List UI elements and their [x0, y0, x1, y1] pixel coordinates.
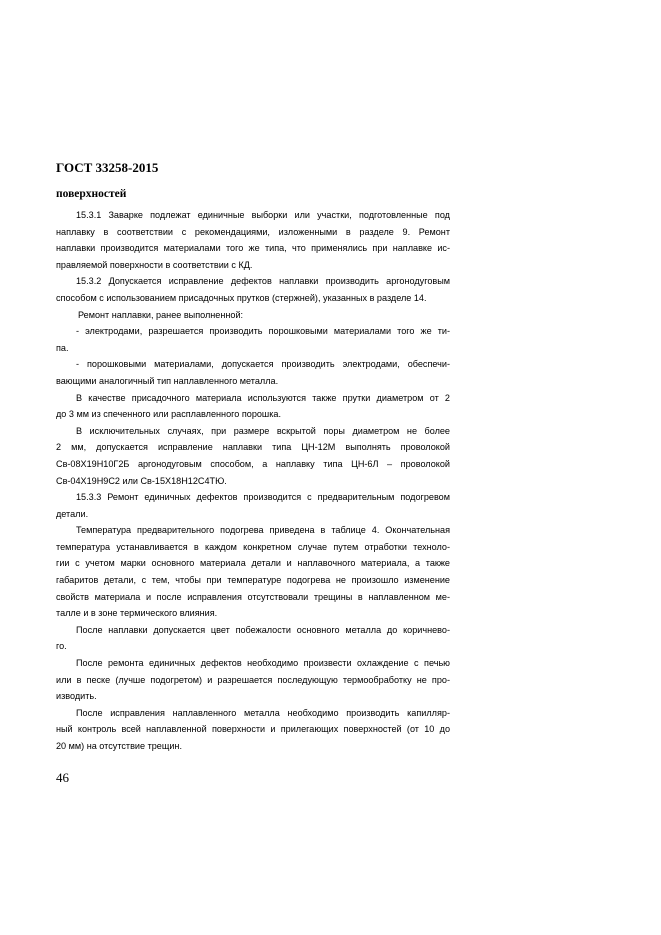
- text-line: Температура предварительного подогрева приведена в таблице 4. Окончательная: [76, 525, 450, 536]
- text-line: изводить.: [56, 691, 97, 702]
- text-line: габаритов детали, с тем, чтобы при температуре подогрева не произошло изменение: [56, 575, 450, 586]
- text-line: В исключительных случаях, при размере вскрытой поры диаметром не более: [76, 425, 450, 436]
- document-header: ГОСТ 33258-2015: [56, 160, 159, 175]
- text-line: 2 мм, допускается исправление наплавки типа ЦН-12М выполнять проволокой: [56, 442, 450, 453]
- text-line: свойств материала и после исправления отсутствовали трещины в наплавленном ме-: [56, 591, 450, 602]
- text-line: или в песке (лучше подогретом) и разрешается последующую термообработку не про-: [56, 674, 450, 685]
- page-number: 46: [56, 770, 69, 785]
- text-line: го.: [56, 641, 67, 652]
- text-line: После исправления наплавленного металла необходимо производить капилляр-: [76, 707, 450, 718]
- text-line: 15.3.2 Допускается исправление дефектов наплавки производить аргонодуговым: [76, 276, 450, 287]
- text-line: талле и в зоне термического влияния.: [56, 608, 218, 619]
- text-line: температура устанавливается в каждом конкретном случае путем отработки техноло-: [56, 541, 450, 552]
- text-line: па.: [56, 342, 69, 353]
- text-line: 15.3.3 Ремонт единичных дефектов производится с предварительным подогревом: [76, 492, 450, 503]
- continuation-word: поверхностей: [56, 188, 127, 200]
- text-line: наплавку в соответствии с рекомендациями, изложенными в разделе 9. Ремонт: [56, 226, 450, 237]
- text-line: правляемой поверхности в соответствии с КД.: [56, 259, 253, 270]
- text-line: вающими аналогичный тип наплавленного металла.: [56, 375, 279, 386]
- text-line: гии с учетом марки основного материала детали и наплавочного материала, а также: [56, 558, 450, 569]
- text-line: Ремонт наплавки, ранее выполненной:: [78, 309, 244, 320]
- text-line: способом с использованием присадочных прутков (стержней), указанных в разделе 14.: [56, 292, 427, 303]
- text-line: наплавки производится материалами того же типа, что применялись при наплавке ис-: [56, 243, 450, 254]
- text-line: Св-04Х19Н9С2 или Св-15Х18Н12С4ТЮ.: [56, 475, 227, 486]
- text-line: ный контроль всей наплавленной поверхности и прилегающих поверхностей (от 10 до: [56, 724, 450, 735]
- text-line: Св-08Х19Н10Г2Б аргонодуговым способом, а наплавку типа ЦН-6Л – проволокой: [56, 458, 450, 469]
- text-line: После наплавки допускается цвет побежалости основного металла до коричнево-: [76, 624, 450, 635]
- text-line: После ремонта единичных дефектов необходимо произвести охлаждение с печью: [76, 658, 450, 669]
- text-line: 15.3.1 Заварке подлежат единичные выборки или участки, подготовленные под: [76, 210, 450, 220]
- text-line: детали.: [56, 508, 89, 519]
- body-text: [56, 185, 450, 755]
- text-line: до 3 мм из спеченного или расплавленного порошка.: [56, 409, 281, 420]
- text-line: 20 мм) на отсутствие трещин.: [56, 741, 182, 751]
- text-line: В качестве присадочного материала используются также прутки диаметром от 2: [76, 392, 450, 403]
- text-line: - порошковыми материалами, допускается производить электродами, обеспечи-: [76, 359, 450, 370]
- text-line: - электродами, разрешается производить порошковыми материалами того же ти-: [76, 326, 450, 337]
